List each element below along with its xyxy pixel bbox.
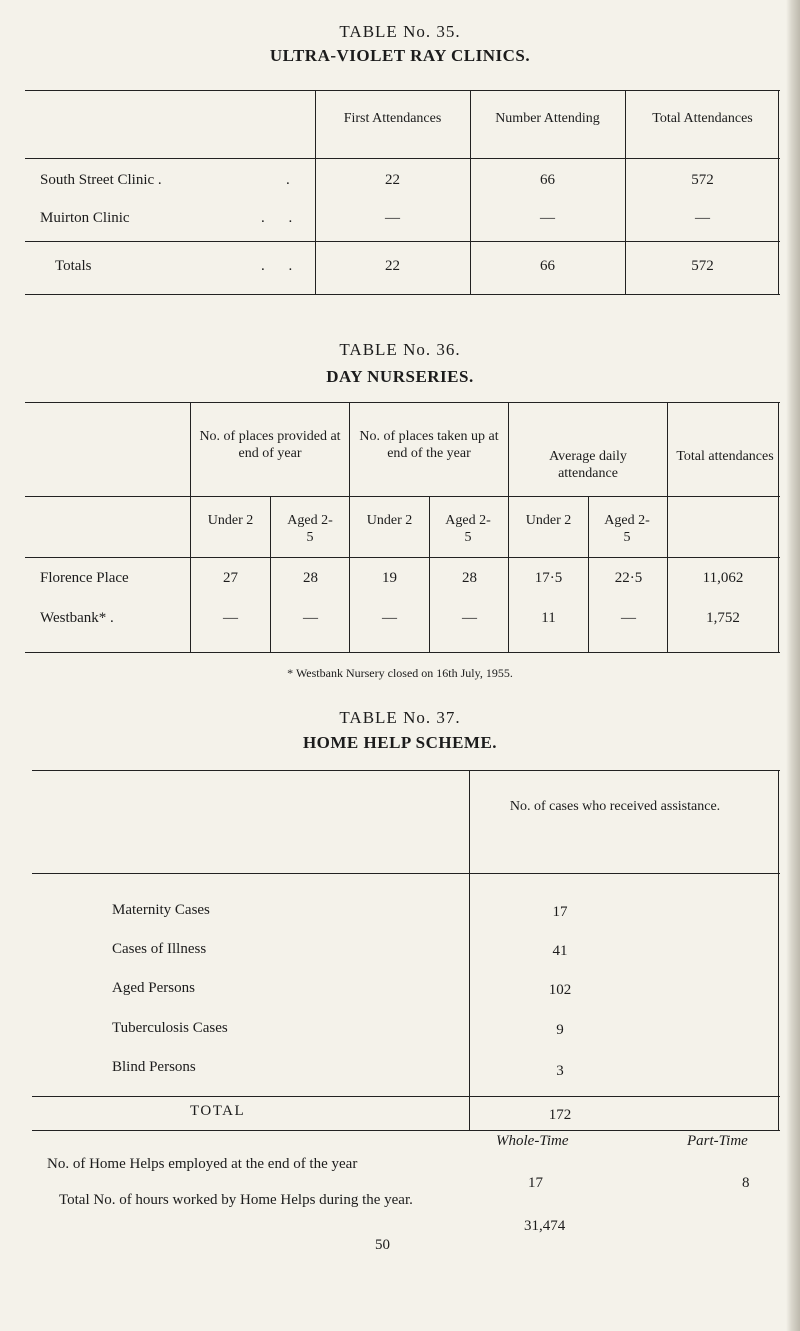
table36-header-taken: No. of places taken up at end of the year [359, 429, 499, 461]
cell: 17·5 [534, 570, 563, 586]
cell-first: — [385, 210, 400, 226]
employed-part: 8 [742, 1175, 750, 1191]
header-whole-time: Whole-Time [496, 1133, 569, 1149]
hours-label: Total No. of hours worked by Home Helps during the year. [59, 1192, 413, 1208]
table35-header-first: First Attendances [343, 111, 442, 126]
cell: 19 [382, 570, 397, 586]
cell-value: 3 [556, 1063, 564, 1079]
employed-label: No. of Home Helps employed at the end of the year [47, 1156, 358, 1172]
table37-title: HOME HELP SCHEME. [302, 733, 498, 752]
cell-first: 22 [385, 258, 400, 274]
row-label: Maternity Cases [112, 902, 210, 918]
totals-label: Totals [55, 258, 92, 274]
row-label: Blind Persons [112, 1059, 196, 1075]
cell: — [621, 610, 636, 626]
cell: 22·5 [614, 570, 643, 586]
row-label: Aged Persons [112, 980, 195, 996]
table36-footnote: * Westbank Nursery closed on 16th July, 1955. [287, 666, 513, 680]
cell-total: 572 [691, 172, 714, 188]
hours-value: 31,474 [524, 1218, 566, 1234]
cell-total: — [695, 210, 710, 226]
subheader-under-2: Under 2 [207, 513, 254, 528]
cell: 28 [303, 570, 318, 586]
total-label: TOTAL [190, 1103, 246, 1119]
subheader-aged-2-5: Aged 2-5 [287, 513, 333, 545]
cell-number: 66 [540, 258, 555, 274]
subheader-aged-2-5: Aged 2-5 [604, 513, 650, 545]
row-label: Westbank* . [40, 610, 114, 626]
cell-number: — [540, 210, 555, 226]
table35-header-number: Number Attending [495, 111, 600, 126]
employed-whole: 17 [528, 1175, 543, 1191]
document-page: TABLE No. 35. ULTRA-VIOLET RAY CLINICS. First Attendances Number Attending Total Attendances South Street Clinic . . 22 66 572 Muirton Clinic . . — — — Totals . . 22 66 572 TABLE No. 36. DAY NURSERIES. No. of places provided at end of year No. of places taken up at end of the year Average daily attendance Total attendances Under 2 Aged 2-5 Under 2 Aged 2-5 Under 2 Aged 2-5 Florence Place 27 28 19 28 17·5 22·5 11,062 Westbank* . — — — — 11 — 1,752 * Westbank Nursery closed on 16th July, 1955. TABLE No. 37. HOME HELP SCHEME. No. of cases who received assistance. Maternity Cases 17 Cases of Illness 41 Aged Persons 102 Tuberculosis Cases 9 Blind Persons 3 TOTAL 172 Whole-Time Part-Time No. of Home Helps employed at the end of the year 17 8 Total No. of hours worked by Home Helps during the year. 31,474 50 [0, 0, 800, 1331]
subheader-under-2: Under 2 [525, 513, 572, 528]
header-part-time: Part-Time [687, 1133, 748, 1149]
subheader-under-2: Under 2 [366, 513, 413, 528]
table36-header-total: Total attendances [676, 449, 774, 464]
table35-header-total: Total Attendances [652, 111, 753, 126]
cell-value: 102 [548, 982, 572, 998]
cell: 28 [462, 570, 477, 586]
cell-total: 11,062 [702, 570, 744, 586]
page-number: 50 [375, 1237, 390, 1253]
table36-title: DAY NURSERIES. [326, 367, 474, 386]
cell-first: 22 [385, 172, 400, 188]
row-label: Florence Place [40, 570, 129, 586]
cell-total: 572 [691, 258, 714, 274]
row-label: South Street Clinic . [40, 172, 162, 188]
cell: — [462, 610, 477, 626]
cell: 27 [223, 570, 238, 586]
cell-value: 17 [552, 904, 568, 920]
cell: — [382, 610, 397, 626]
total-value: 172 [548, 1107, 572, 1123]
table36-number: TABLE No. 36. [339, 340, 461, 359]
cell: — [303, 610, 318, 626]
table35-number: TABLE No. 35. [339, 22, 461, 41]
table36-header-provided: No. of places provided at end of year [199, 429, 341, 461]
table36-header-average: Average daily attendance [549, 449, 627, 481]
subheader-aged-2-5: Aged 2-5 [445, 513, 491, 545]
cell-value: 41 [552, 943, 568, 959]
table37-header-cases: No. of cases who received assistance. [509, 799, 721, 814]
row-label: Tuberculosis Cases [112, 1020, 228, 1036]
cell-value: 9 [556, 1022, 564, 1038]
cell: 11 [541, 610, 556, 626]
table35-title: ULTRA-VIOLET RAY CLINICS. [269, 46, 531, 65]
cell: — [223, 610, 238, 626]
table37-number: TABLE No. 37. [339, 708, 461, 727]
row-label: Muirton Clinic [40, 210, 130, 226]
cell-number: 66 [540, 172, 555, 188]
row-label: Cases of Illness [112, 941, 207, 957]
cell-total: 1,752 [706, 610, 740, 626]
